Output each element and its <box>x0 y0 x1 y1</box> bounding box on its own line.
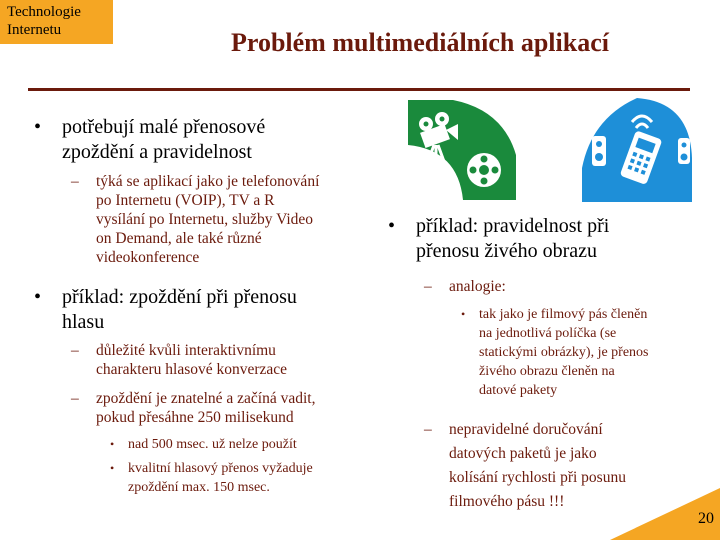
bullet-voice-delay: • příklad: zpoždění při přenosu hlasu <box>34 286 297 333</box>
slide-title: Problém multimediálních aplikací <box>231 28 609 57</box>
sub-irregular-delivery: – nepravidelné doručování datových paketů je jako kolísání rychlosti při posunu filmového pásu !!! <box>449 418 626 514</box>
film-camera-icon <box>408 100 518 200</box>
bullet-marker: • <box>34 116 42 138</box>
sub-applications: – týká se aplikací jako je telefonování po Internetu (VOIP), TV a R vysílání po Internetu, služby Video on Demand, ale také různé videokonference <box>71 173 320 266</box>
title-divider <box>28 88 690 91</box>
bullet-regularity: • příklad: pravidelnost při přenosu živého obrazu <box>388 215 610 262</box>
dot-marker: • <box>461 307 466 321</box>
sub-interactive: – důležité kvůli interaktivnímu charakteru hlasové konverzace <box>71 342 288 378</box>
bullet-low-delay: • potřebují malé přenosové zpoždění a pravidelnost <box>34 116 266 163</box>
dash-marker: – <box>71 173 79 190</box>
communication-devices-icon <box>582 98 694 202</box>
dot-marker: • <box>110 461 115 475</box>
dash-marker: – <box>424 421 432 438</box>
item-film-frames: • tak jako je filmový pás členěn na jednotlivá políčka (se statickými obrázky), je přenos živého obrazu členěn na datové pakety <box>461 307 649 398</box>
dash-marker: – <box>71 342 79 359</box>
dash-marker: – <box>71 390 79 407</box>
course-label-line2: Internetu <box>7 22 62 38</box>
sub-analogy: – analogie: <box>424 278 506 295</box>
bullet-marker: • <box>388 215 396 237</box>
bullet-marker: • <box>34 286 42 308</box>
dash-marker: – <box>424 278 432 295</box>
item-500ms: • nad 500 msec. už nelze použít <box>110 437 297 452</box>
dot-marker: • <box>110 437 115 451</box>
page-number: 20 <box>698 510 714 527</box>
item-150ms: • kvalitní hlasový přenos vyžaduje zpoždění max. 150 msec. <box>110 461 313 495</box>
sub-noticeable-delay: – zpoždění je znatelné a začíná vadit, pokud přesáhne 250 milisekund <box>71 390 316 426</box>
course-label-line1: Technologie <box>7 4 81 20</box>
course-label <box>0 0 113 44</box>
